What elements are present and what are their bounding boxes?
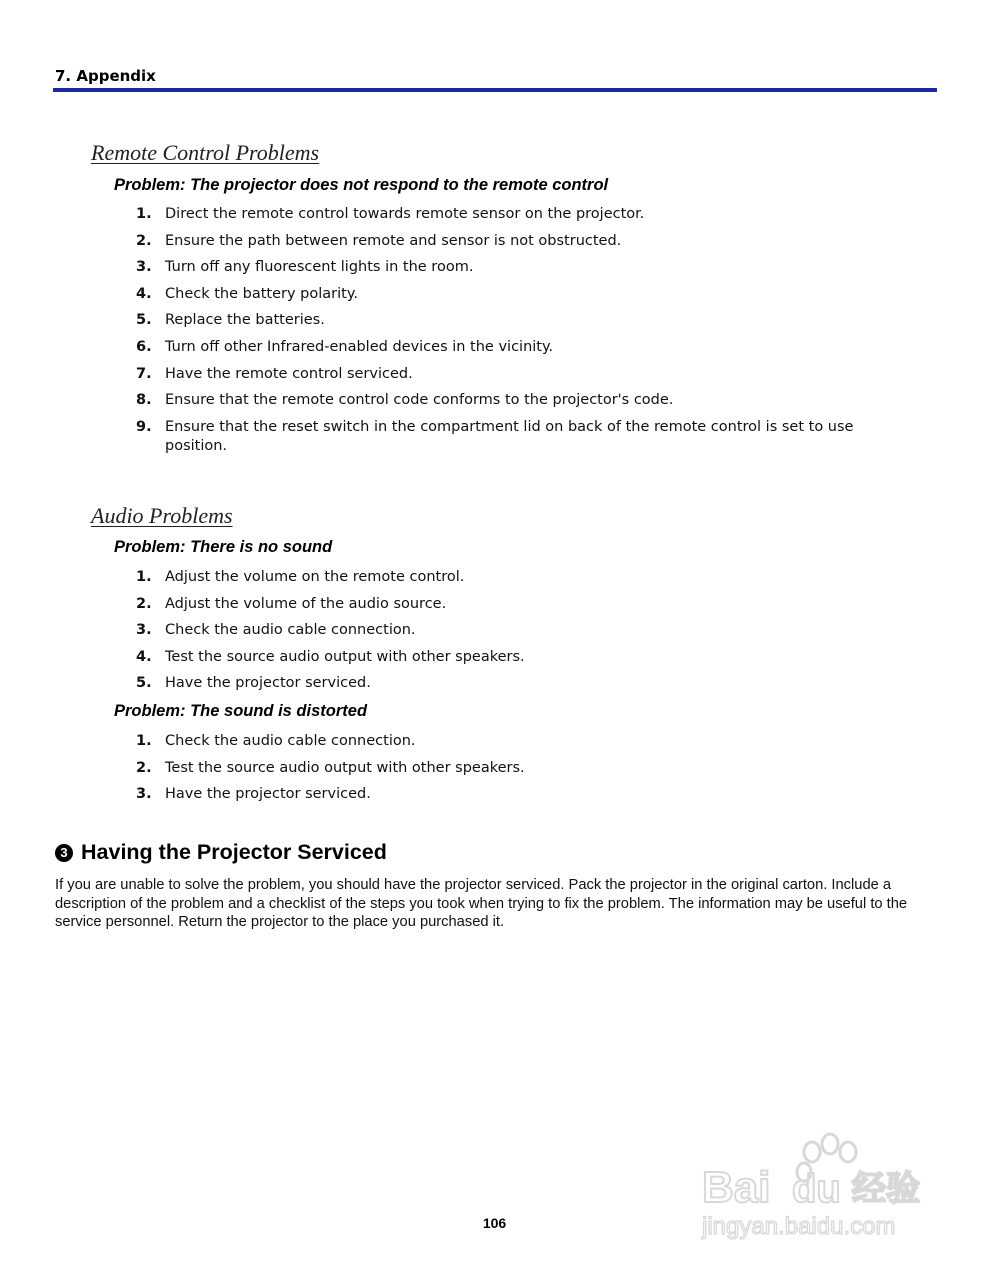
list-item bbox=[136, 418, 896, 456]
step-number: 2. bbox=[136, 759, 152, 776]
list-item bbox=[136, 674, 896, 693]
step-text: Turn off any fluorescent lights in the room. bbox=[165, 259, 474, 276]
step-text: Replace the batteries. bbox=[165, 312, 325, 329]
list-item bbox=[136, 205, 896, 224]
step-text: Have the projector serviced. bbox=[165, 675, 371, 692]
baidu-watermark bbox=[700, 1130, 940, 1245]
step-text: Ensure the path between remote and sensor is not obstructed. bbox=[165, 232, 622, 249]
list-item bbox=[136, 338, 896, 357]
watermark-du-text: du bbox=[792, 1167, 841, 1211]
list-item bbox=[136, 621, 896, 640]
numbered-bullet-icon: 3 bbox=[55, 844, 73, 862]
step-number: 2. bbox=[136, 232, 152, 249]
step-number: 4. bbox=[136, 285, 152, 302]
remote-steps-list bbox=[136, 205, 896, 463]
step-number: 1. bbox=[136, 206, 152, 222]
list-item bbox=[136, 232, 896, 251]
watermark-url-text: jingyan.baidu.com bbox=[702, 1213, 896, 1240]
step-text: Test the source audio output with other speakers. bbox=[165, 759, 525, 776]
step-number: 3. bbox=[136, 622, 152, 639]
remote-problem-heading: Problem: The projector does not respond to the remote control bbox=[114, 176, 609, 194]
watermark-brand-text: Bai bbox=[702, 1163, 771, 1212]
list-item bbox=[136, 732, 896, 751]
step-number: 5. bbox=[136, 675, 152, 692]
service-section-title: Having the Projector Serviced bbox=[81, 840, 387, 864]
step-number: 4. bbox=[136, 648, 152, 665]
watermark-cn-text: 经验 bbox=[852, 1169, 920, 1209]
header-divider bbox=[53, 88, 937, 92]
step-text: Have the projector serviced. bbox=[165, 786, 371, 803]
distorted-steps-list bbox=[136, 732, 896, 812]
step-number: 1. bbox=[136, 569, 152, 585]
step-text: Check the audio cable connection. bbox=[165, 622, 416, 639]
step-text: Adjust the volume on the remote control. bbox=[165, 569, 465, 585]
audio-problem-heading-distorted: Problem: The sound is distorted bbox=[114, 702, 368, 720]
step-text: Test the source audio output with other speakers. bbox=[165, 648, 525, 665]
list-item bbox=[136, 258, 896, 277]
step-text: Adjust the volume of the audio source. bbox=[165, 595, 447, 612]
list-item bbox=[136, 311, 896, 330]
list-item bbox=[136, 391, 896, 410]
step-text: Direct the remote control towards remote sensor on the projector. bbox=[165, 206, 645, 222]
list-item bbox=[136, 365, 896, 384]
step-number: 5. bbox=[136, 312, 152, 329]
list-item bbox=[136, 568, 896, 587]
step-text: Check the audio cable connection. bbox=[165, 733, 416, 749]
list-item bbox=[136, 785, 896, 804]
step-number: 3. bbox=[136, 259, 152, 276]
step-number: 8. bbox=[136, 392, 152, 409]
page-number: 106 bbox=[482, 1215, 507, 1231]
no-sound-steps-list bbox=[136, 568, 896, 701]
remote-section-title: Remote Control Problems bbox=[91, 140, 320, 165]
step-number: 7. bbox=[136, 365, 152, 382]
step-number: 3. bbox=[136, 786, 152, 803]
audio-section-title: Audio Problems bbox=[91, 503, 233, 528]
service-paragraph: If you are unable to solve the problem, you should have the projector serviced. Pack the projector in the original carton. Include a description of the problem and a checklist of the steps you took when trying to fix the problem. The information may be useful to the service personnel. Return the projector to the place you purchased it. bbox=[55, 877, 908, 931]
audio-problem-heading-no-sound: Problem: There is no sound bbox=[114, 538, 333, 556]
list-item bbox=[136, 595, 896, 614]
chapter-header: 7. Appendix bbox=[55, 67, 156, 85]
step-text: Ensure that the reset switch in the compartment lid on back of the remote control is set to use position. bbox=[165, 418, 854, 454]
list-item bbox=[136, 648, 896, 667]
step-number: 9. bbox=[136, 418, 152, 435]
step-text: Ensure that the remote control code conforms to the projector's code. bbox=[165, 392, 674, 409]
step-text: Turn off other Infrared-enabled devices in the vicinity. bbox=[165, 338, 554, 355]
list-item bbox=[136, 285, 896, 304]
step-text: Check the battery polarity. bbox=[165, 285, 358, 302]
step-number: 6. bbox=[136, 338, 152, 355]
step-number: 2. bbox=[136, 595, 152, 612]
step-number: 1. bbox=[136, 733, 152, 749]
service-section-heading bbox=[55, 840, 387, 865]
step-text: Have the remote control serviced. bbox=[165, 365, 413, 382]
list-item bbox=[136, 759, 896, 778]
